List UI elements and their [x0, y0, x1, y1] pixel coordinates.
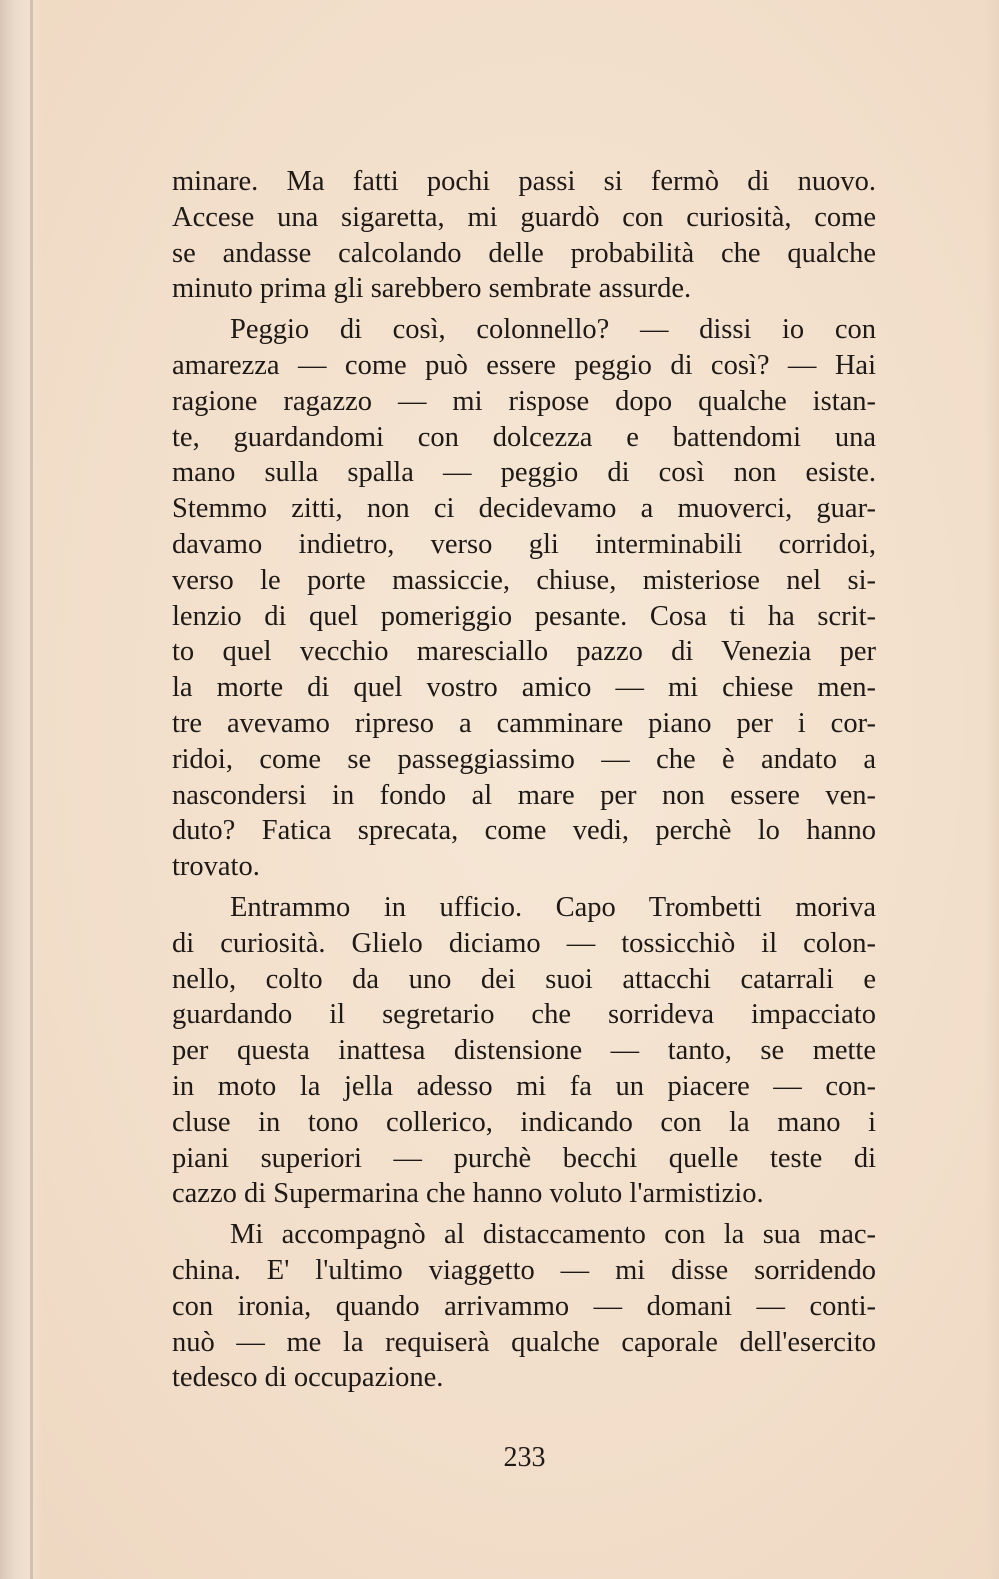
text-line: davamo indietro, verso gli interminabili corridoi, [172, 528, 876, 560]
text-line: nello, colto da uno dei suoi attacchi catarrali e [172, 963, 876, 995]
text-line: nuò — me la requiserà qualche caporale dell'esercito [172, 1326, 876, 1358]
text-line: con ironia, quando arrivammo — domani — conti- [172, 1290, 876, 1322]
text-line: ridoi, come se passeggiassimo — che è andato a [172, 743, 876, 775]
text-line: tedesco di occupazione. [172, 1362, 444, 1394]
text-line: Stemmo zitti, non ci decidevamo a muoverci, guar- [172, 493, 876, 525]
text-line: verso le porte massiccie, chiuse, misteriose nel si- [172, 564, 876, 596]
text-line: cazzo di Supermarina che hanno voluto l'armistizio. [172, 1178, 764, 1210]
text-line: per questa inattesa distensione — tanto, se mette [172, 1035, 876, 1067]
text-line: to quel vecchio maresciallo pazzo di Venezia per [172, 636, 876, 668]
text-line: trovato. [172, 851, 260, 883]
text-line: tre avevamo ripreso a camminare piano per i cor- [172, 707, 876, 739]
text-line: se andasse calcolando delle probabilità che qualche [172, 237, 876, 269]
text-line: nascondersi in fondo al mare per non essere ven- [172, 779, 876, 811]
text-line: Peggio di così, colonnello? — dissi io con [230, 314, 876, 346]
text-line: minare. Ma fatti pochi passi si fermò di nuovo. [172, 166, 876, 197]
text-line: cluse in tono collerico, indicando con la mano i [172, 1106, 876, 1138]
paragraph [172, 312, 876, 885]
text-line: guardando il segretario che sorrideva impacciato [172, 999, 876, 1031]
text-line: Accese una sigaretta, mi guardò con curiosità, come [172, 201, 876, 233]
paragraph [172, 164, 876, 307]
text-line: la morte di quel vostro amico — mi chiese men- [172, 672, 876, 704]
paragraph [172, 1217, 876, 1396]
text-line: mano sulla spalla — peggio di così non esiste. [172, 457, 876, 489]
paragraph [172, 890, 876, 1212]
page-edge-shadow [985, 0, 999, 1579]
text-line: te, guardandomi con dolcezza e battendomi una [172, 421, 876, 453]
text-line: amarezza — come può essere peggio di così? — Hai [172, 349, 876, 381]
page-number: 233 [503, 1442, 546, 1473]
text-line: lenzio di quel pomeriggio pesante. Cosa ti ha scrit- [172, 600, 876, 632]
text-line: in moto la jella adesso mi fa un piacere — con- [172, 1070, 876, 1102]
text-line: ragione ragazzo — mi rispose dopo qualche istan- [172, 385, 876, 417]
text-line: duto? Fatica sprecata, come vedi, perchè lo hanno [172, 815, 876, 847]
body-text [172, 164, 876, 1396]
spine-fold-line [30, 0, 33, 1579]
text-line: china. E' l'ultimo viaggetto — mi disse sorridendo [172, 1254, 876, 1286]
spine-shadow [0, 0, 42, 1579]
text-line: di curiosità. Glielo diciamo — tossicchiò il colon- [172, 927, 876, 959]
text-line: Entrammo in ufficio. Capo Trombetti moriva [230, 891, 876, 923]
text-line: piani superiori — purchè becchi quelle teste di [172, 1142, 876, 1174]
text-line: minuto prima gli sarebbero sembrate assurde. [172, 273, 692, 305]
text-line: Mi accompagnò al distaccamento con la sua mac- [230, 1219, 876, 1251]
